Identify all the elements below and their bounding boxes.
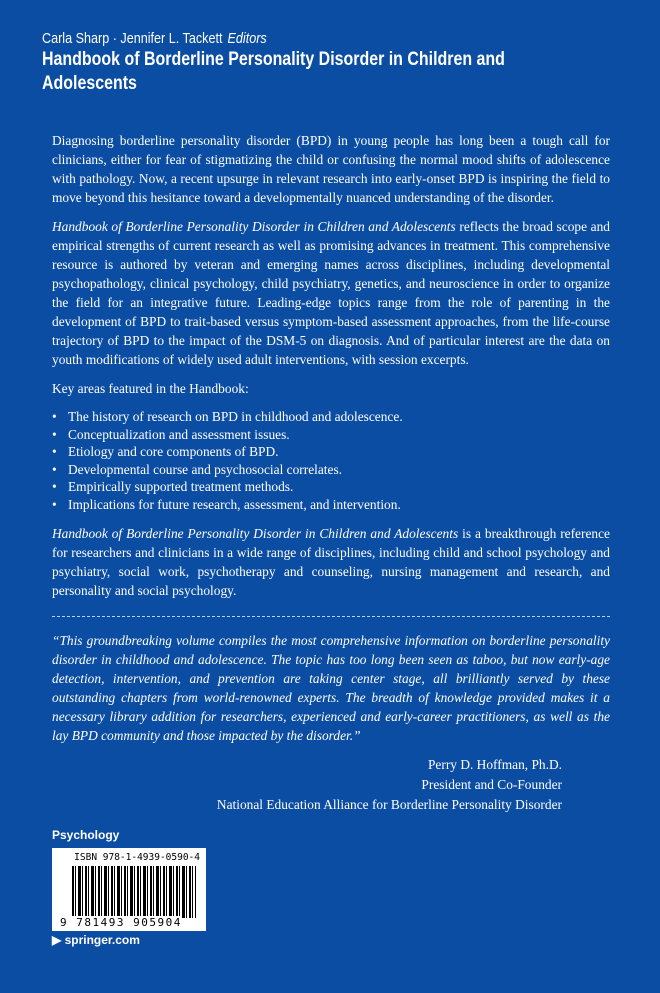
paragraph-description — [52, 217, 610, 369]
paragraph-audience — [52, 524, 610, 600]
paragraph-intro: Diagnosing borderline personality disorder (BPD) in young people has long been a tough call for clinicians, either for fear of stigmatizing the child or confusing the normal mood shifts of adolescence with pathology. Now, a recent upsurge in relevant research into early-onset BPD is inspiring the field to move beyond this hesitance toward a developmentally nuanced understanding of the disorder. — [52, 133, 610, 205]
attribution-name: Perry D. Hoffman, Ph.D. — [427, 756, 562, 772]
barcode-bars — [72, 866, 196, 918]
isbn-text: ISBN 978-1-4939-0590-4 — [74, 852, 200, 863]
list-item: • Etiology and core components of BPD. — [68, 443, 610, 461]
list-item: • Conceptualization and assessment issues. — [68, 426, 610, 444]
book-title-ref: Handbook of Borderline Personality Disorder in Children and Adolescents — [52, 219, 456, 234]
book-title: Handbook of Borderline Personality Disorder in Children and Adolescents — [42, 49, 505, 94]
barcode-digits: 9 781493 905904 — [60, 916, 182, 929]
book-title-ref: Handbook of Borderline Personality Disorder in Children and Adolescents — [52, 525, 459, 541]
editors-label: Editors — [227, 30, 267, 47]
barcode — [52, 848, 206, 931]
blurb — [52, 131, 610, 815]
key-areas-list — [52, 408, 610, 514]
list-item: • Implications for future research, assessment, and intervention. — [68, 496, 610, 514]
paragraph-text: reflects the broad scope and empirical strengths of current research as well as promising advances in treatment. This comprehensive resource is authored by veteran and emerging names across disciplines, including developmental psychopathology, clinical psychology, child psychiatry, genetics, and neuroscience in order to organize the field for an integrative future. Leading-edge topics range from the role of parenting in the development of BPD to trait-based versus symptom-based assessment approaches, from the life-course trajectory of BPD to the impact of the DSM-5 on diagnosis. And of particular interest are the data on youth modifications of widely used adult interventions, with session excerpts. — [52, 219, 611, 367]
editors — [42, 30, 580, 48]
attribution-title: President and Co-Founder — [421, 776, 562, 792]
list-item: • The history of research on BPD in childhood and adolescence. — [68, 408, 610, 426]
quote-attribution — [52, 755, 610, 815]
dashed-divider — [52, 616, 610, 617]
attribution-org: National Education Alliance for Borderline Personality Disorder — [216, 796, 562, 812]
cover-header — [42, 30, 580, 96]
endorsement-quote: “This groundbreaking volume compiles the most comprehensive information on borderline personality disorder in childhood and adolescence. The topic has too long been seen as taboo, but now early-age detection, intervention, and prevention are taking center stage, all brilliantly served by these outstanding chapters from world-renowned experts. The breadth of knowledge provided makes it a necessary library addition for researchers, experienced and early-career practitioners, as well as the lay BPD community and those impacted by the disorder.” — [52, 632, 610, 743]
list-item: • Empirically supported treatment methods. — [68, 478, 610, 496]
website-text: springer.com — [64, 933, 140, 947]
author-names: Carla Sharp · Jennifer L. Tackett — [42, 30, 223, 47]
paragraph-text: is a breakthrough reference for researchers and clinicians in a wide range of disciplines, including child and school psychology and psychiatry, social work, psychotherapy and counseling, nursing management and research, and personality and social psychology. — [52, 525, 610, 598]
key-areas-intro: Key areas featured in the Handbook: — [52, 381, 249, 396]
triangle-right-icon: ▶ — [52, 933, 65, 947]
list-item: • Developmental course and psychosocial correlates. — [68, 461, 610, 479]
publisher-link[interactable] — [52, 933, 140, 947]
category-label: Psychology — [52, 828, 120, 842]
